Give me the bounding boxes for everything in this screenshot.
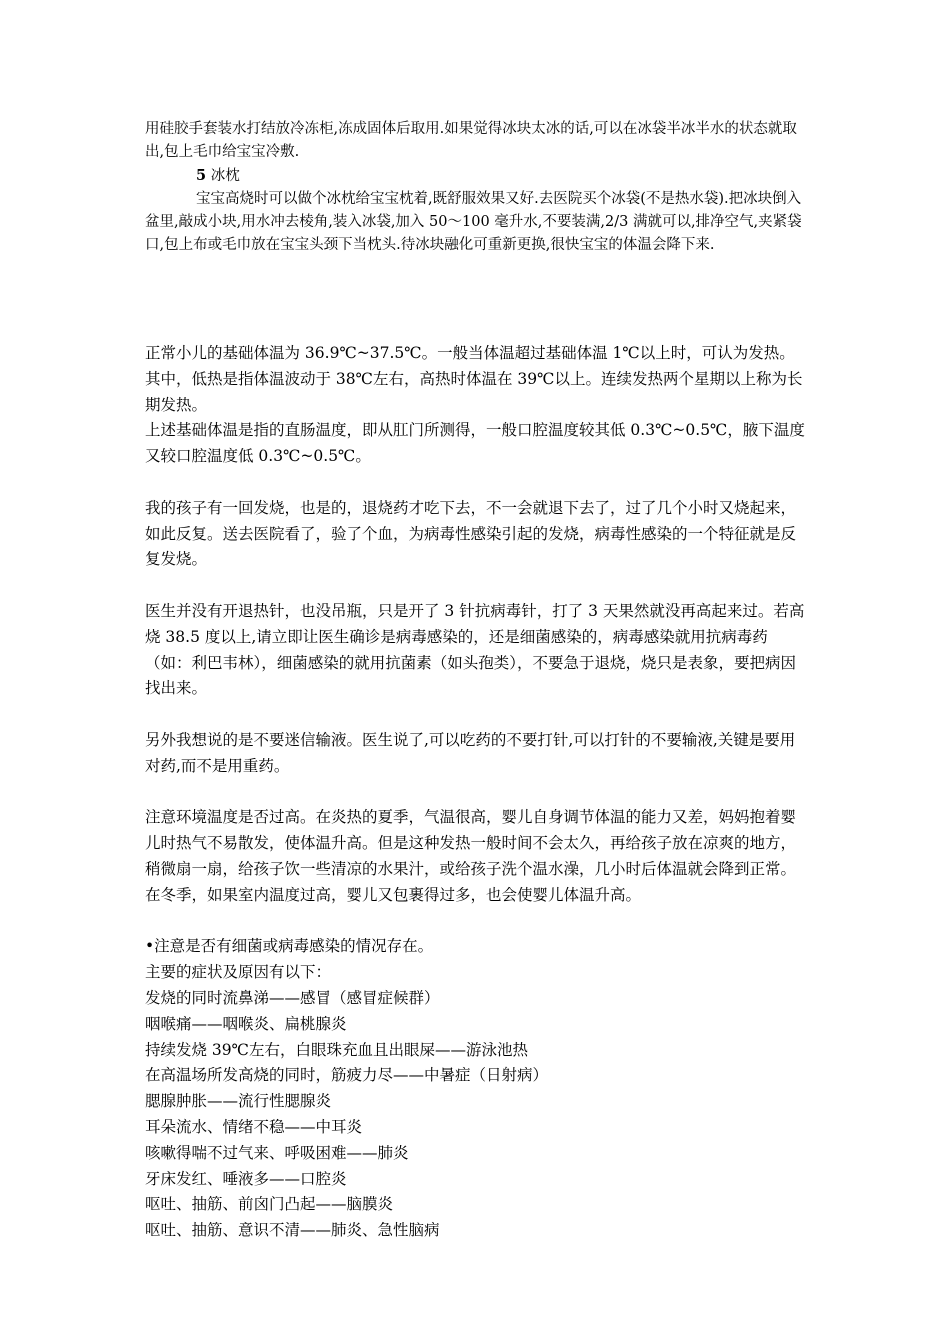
- list-item: 耳朵流水、情绪不稳——中耳炎: [145, 1117, 363, 1136]
- heading-text: 冰枕: [206, 168, 240, 184]
- paragraph-ice-pillow: 宝宝高烧时可以做个冰枕给宝宝枕着,既舒服效果又好.去医院买个冰袋(不是热水袋).把冰块倒入盆里,敲成小块,用水冲去棱角,装入冰袋,加入 50～100 毫升水,不要装满,2/3 满就可以,排净空气,夹紧袋口,包上布或毛巾放在宝宝头颈下当枕头.待冰块融化可重新更换,很快宝宝的体温会降下来.: [145, 191, 802, 253]
- paragraph-gap: [145, 909, 810, 935]
- paragraph-recurring-fever: 我的孩子有一回发烧，也是的，退烧药才吃下去，不一会就退下去了，过了几个小时又烧起来，如此反复。送去医院看了，验了个血，为病毒性感染引起的发烧，病毒性感染的一个特征就是反复发烧。: [145, 498, 797, 569]
- list-item: 呕吐、抽筋、前囟门凸起——脑膜炎: [145, 1195, 394, 1214]
- paragraph-antiviral-treatment: 医生并没有开退热针，也没吊瓶，只是开了 3 针抗病毒针，打了 3 天果然就没再高起来过。若高烧 38.5 度以上,请立即让医生确诊是病毒感染的，还是细菌感染的，病毒感染就用抗病毒药（如：利巴韦林），细菌感染的就用抗菌素（如头孢类），不要急于退烧，烧只是表象，要把病因找出来。: [145, 601, 805, 698]
- list-item: 在高温场所发高烧的同时，筋疲力尽——中暑症（日射病）: [145, 1066, 549, 1085]
- ice-pillow-section: [145, 118, 805, 257]
- list-item: 腮腺肿胀——流行性腮腺炎: [145, 1092, 332, 1111]
- paragraph-ice-pack: 用硅胶手套装水打结放冷冻柜,冻成固体后取用.如果觉得冰块太冰的话,可以在冰袋半冰半水的状态就取出,包上毛巾给宝宝冷敷.: [145, 121, 797, 160]
- paragraph-gap: [145, 780, 810, 806]
- paragraph-normal-temperature: 正常小儿的基础体温为 36.9℃~37.5℃。一般当体温超过基础体温 1℃以上时，可认为发热。其中，低热是指体温波动于 38℃左右，高热时体温在 39℃以上。连续发热两个星期以上称为长期发热。: [145, 344, 803, 414]
- section-heading-ice-pillow: [145, 164, 805, 188]
- list-item: 持续发烧 39℃左右，白眼珠充血且出眼屎——游泳池热: [145, 1040, 528, 1059]
- paragraph-gap: [145, 470, 810, 496]
- list-item: 咳嗽得喘不过气来、呼吸困难——肺炎: [145, 1143, 409, 1162]
- list-item: 发烧的同时流鼻涕——感冒（感冒症候群）: [145, 988, 440, 1007]
- fever-info-section: [145, 341, 810, 1244]
- paragraph-rectal-temperature: 上述基础体温是指的直肠温度，即从肛门所测得，一般口腔温度较其低 0.3℃~0.5℃，腋下温度又较口腔温度低 0.3℃~0.5℃。: [145, 421, 805, 466]
- list-item: 咽喉痛——咽喉炎、扁桃腺炎: [145, 1014, 347, 1033]
- paragraph-gap: [145, 573, 810, 599]
- symptom-list: [145, 986, 810, 1244]
- paragraph-environment-temperature: 注意环境温度是否过高。在炎热的夏季，气温很高，婴儿自身调节体温的能力又差，妈妈抱着婴儿时热气不易散发，使体温升高。但是这种发热一般时间不会太久，再给孩子放在凉爽的地方，稍微扇一扇，给孩子饮一些清凉的水果汁，或给孩子洗个温水澡，几小时后体温就会降到正常。在冬季，如果室内温度过高，婴儿又包裹得过多，也会使婴儿体温升高。: [145, 808, 797, 904]
- list-item: 牙床发红、唾液多——口腔炎: [145, 1169, 347, 1188]
- paragraph-gap: [145, 702, 810, 728]
- heading-number: 5: [196, 167, 207, 184]
- list-item: 呕吐、抽筋、意识不清——肺炎、急性脑病: [145, 1221, 440, 1240]
- bullet-infection-check: •注意是否有细菌或病毒感染的情况存在。: [145, 937, 434, 956]
- symptom-list-intro: 主要的症状及原因有以下：: [145, 963, 332, 982]
- paragraph-infusion-advice: 另外我想说的是不要迷信输液。医生说了,可以吃药的不要打针,可以打针的不要输液,关键是要用对药,而不是用重药。: [145, 730, 796, 775]
